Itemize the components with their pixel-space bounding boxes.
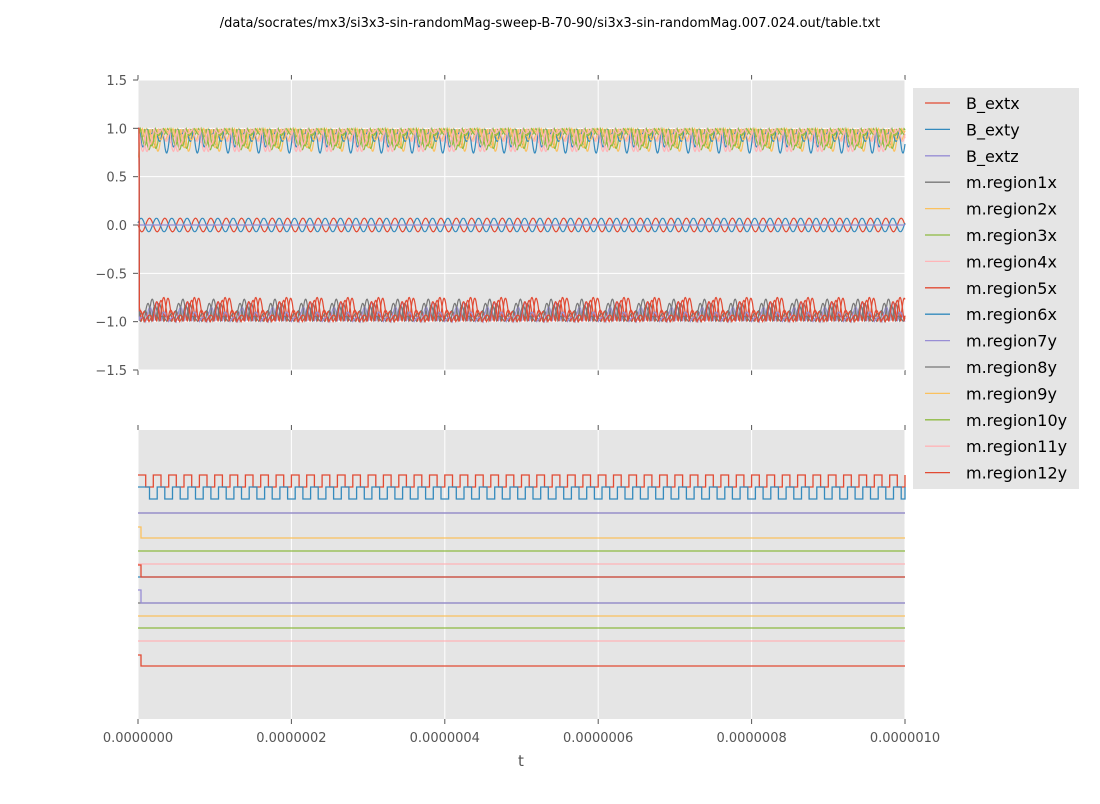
legend-label: m.region1x — [966, 173, 1057, 193]
bottom-trace — [138, 475, 905, 487]
y-tick-label: 1.5 — [106, 74, 127, 89]
y-tick-label: −1.5 — [95, 364, 127, 379]
legend-label: B_extx — [966, 94, 1020, 113]
legend-label: B_exty — [966, 120, 1020, 140]
legend-label: B_extz — [966, 146, 1019, 166]
y-tick-label: 0.5 — [106, 170, 127, 186]
x-tick-label: 0.0000004 — [409, 731, 480, 746]
y-tick-label: −1.0 — [95, 315, 127, 331]
x-tick-label: 0.0000008 — [716, 731, 787, 746]
top-panel — [95, 74, 905, 379]
x-tick-label: 0.0000006 — [563, 731, 634, 746]
legend-label: m.region11y — [966, 437, 1068, 457]
x-axis-label: t — [518, 752, 524, 770]
legend-label: m.region9y — [966, 384, 1057, 404]
legend-label: m.region6x — [966, 305, 1057, 325]
bottom-panel — [103, 425, 940, 746]
legend-label: m.region3x — [966, 226, 1057, 245]
y-tick-label: 0.0 — [106, 219, 127, 234]
legend-label: m.region10y — [966, 410, 1068, 430]
y-tick-label: 1.0 — [106, 122, 127, 138]
legend-label: m.region2x — [966, 199, 1057, 219]
legend-label: m.region5x — [966, 278, 1057, 298]
legend-label: m.region4x — [966, 252, 1057, 272]
plot-area — [138, 430, 905, 719]
x-tick-label: 0.0000000 — [102, 731, 174, 746]
y-tick-label: −0.5 — [95, 267, 127, 283]
legend-label: m.region8y — [966, 358, 1057, 377]
legend — [913, 88, 1079, 489]
x-tick-label: 0.0000010 — [869, 731, 941, 746]
legend-label: m.region12y — [966, 463, 1068, 483]
chart-title: /data/socrates/mx3/si3x3-sin-randomMag-sweep-B-70-90/si3x3-sin-randomMag.007.024.out/table.txt — [219, 16, 881, 31]
legend-label: m.region7y — [966, 331, 1057, 351]
x-tick-label: 0.0000002 — [256, 731, 327, 746]
